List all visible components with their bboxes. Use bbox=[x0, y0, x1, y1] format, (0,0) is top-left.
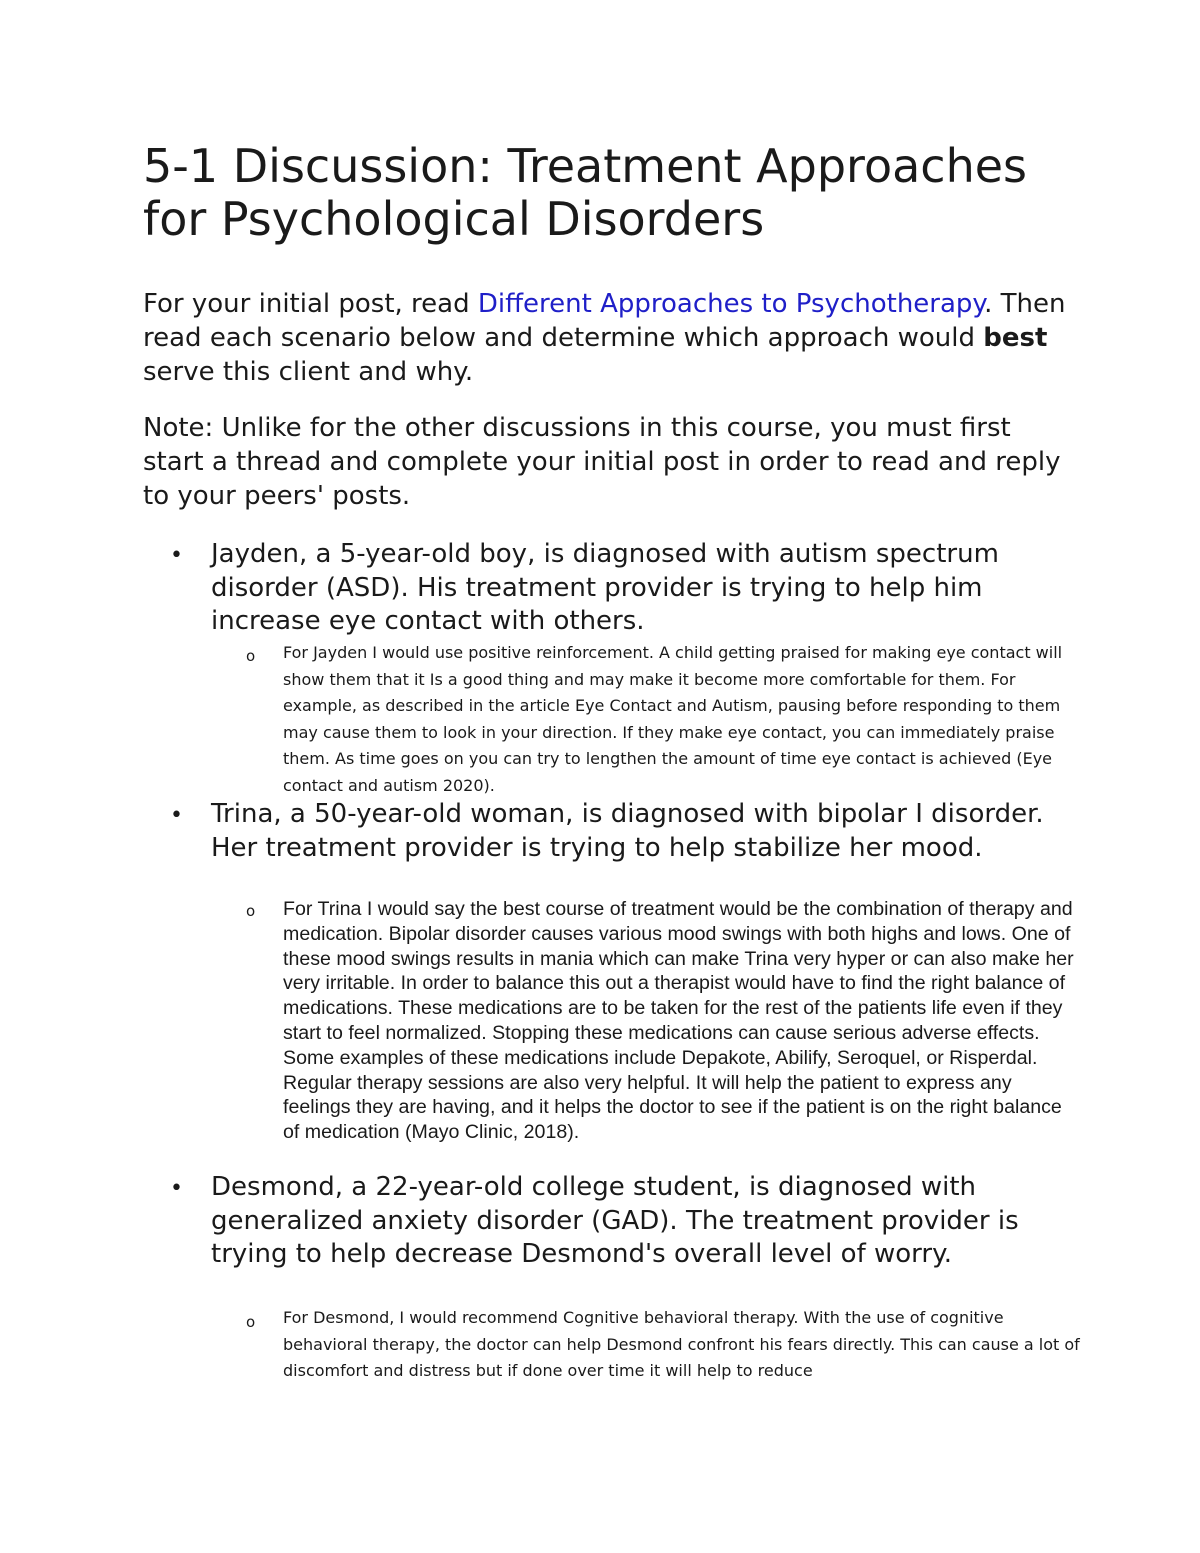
scenario-prompt-trina: Trina, a 50-year-old woman, is diagnosed with bipolar I disorder. Her treatment provider is trying to help stabilize her mood. bbox=[211, 799, 1044, 863]
bullet-icon: • bbox=[170, 543, 183, 568]
psychotherapy-link[interactable]: Different Approaches to Psychotherapy bbox=[477, 289, 985, 319]
intro-text-middle: . Then read each scenario below and determine which approach would bbox=[143, 289, 1066, 353]
scenario-answer-trina: For Trina I would say the best course of treatment would be the combination of therapy and medication. Bipolar disorder causes various mood swings with both highs and lows. One of these mood swings results in mania which can make Trina very hyper or can also make her very irritable. In order to balance this out a therapist would have to find the right balance of medications. These medications are to be taken for the rest of the patients life even if they start to feel normalized. Stopping these medications can cause serious adverse effects. Some examples of these medications include Depakote, Abilify, Seroquel, or Risperdal. Regular therapy sessions are also very helpful. It will help the patient to express any feelings they are having, and it helps the doctor to see if the patient is on the right balance of medication (Mayo Clinic, 2018). bbox=[283, 898, 1074, 1144]
sub-bullet-icon: o bbox=[246, 1313, 256, 1331]
page-title: 5-1 Discussion: Treatment Approaches for Psychological Disorders bbox=[143, 139, 1027, 246]
intro-text-end: serve this client and why. bbox=[143, 357, 474, 387]
note-paragraph: Note: Unlike for the other discussions in this course, you must first start a thread and complete your initial post in order to read and reply to your peers' posts. bbox=[143, 413, 1061, 511]
scenario-answer-desmond: For Desmond, I would recommend Cognitive behavioral therapy. With the use of cognitive behavioral therapy, the doctor can help Desmond confront his fears directly. This can cause a lot of discomfort and distress but if done over time it will help to reduce bbox=[283, 1308, 1080, 1380]
sub-bullet-icon: o bbox=[246, 902, 256, 920]
bullet-icon: • bbox=[170, 1176, 183, 1201]
intro-bold-word: best bbox=[983, 323, 1048, 353]
bullet-icon: • bbox=[170, 803, 183, 828]
scenario-prompt-desmond: Desmond, a 22-year-old college student, is diagnosed with generalized anxiety disorder (GAD). The treatment provider is trying to help decrease Desmond's overall level of worry. bbox=[211, 1172, 1019, 1269]
intro-text-start: For your initial post, read bbox=[143, 289, 478, 319]
sub-bullet-icon: o bbox=[246, 647, 256, 665]
intro-paragraph bbox=[143, 287, 1073, 389]
scenario-prompt-jayden: Jayden, a 5-year-old boy, is diagnosed with autism spectrum disorder (ASD). His treatment provider is trying to help him increase eye contact with others. bbox=[211, 539, 999, 636]
scenario-answer-jayden: For Jayden I would use positive reinforcement. A child getting praised for making eye contact will show them that it Is a good thing and may make it become more comfortable for them. For example, as described in the article Eye Contact and Autism, pausing before responding to them may cause them to look in your direction. If they make eye contact, you can immediately praise them. As time goes on you can try to lengthen the amount of time eye contact is achieved (Eye contact and autism 2020). bbox=[283, 643, 1063, 795]
